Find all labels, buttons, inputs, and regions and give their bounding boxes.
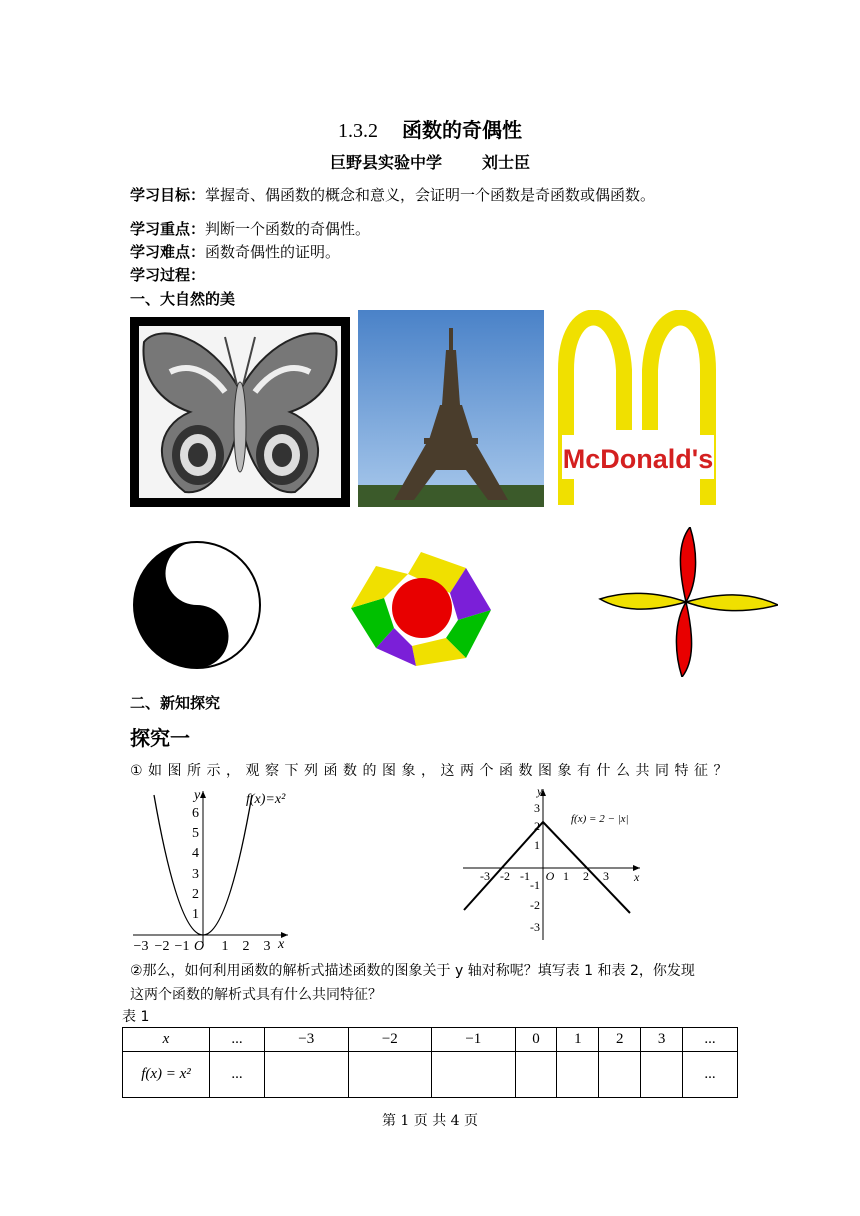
school-name: 巨野县实验中学: [329, 153, 442, 172]
difficulty-text: 函数奇偶性的证明。: [205, 243, 341, 261]
x-tick: −3: [133, 939, 149, 954]
table-cell: ...: [683, 1028, 738, 1052]
y-axis-label: y: [537, 785, 543, 798]
y-tick: 5: [192, 826, 199, 841]
x-axis-label: x: [278, 937, 285, 952]
table-cell: ...: [210, 1028, 265, 1052]
x-tick: -3: [480, 869, 490, 883]
function-label: f(x) = 2 − |x|: [571, 813, 629, 825]
x-tick: -1: [520, 869, 530, 883]
goal-label: 学习目标：: [130, 186, 206, 204]
x-tick: O: [193, 939, 205, 954]
table-cell: 3: [641, 1028, 683, 1052]
table-cell: ...: [683, 1052, 738, 1098]
learning-process: [130, 264, 205, 285]
page-title: [0, 114, 860, 143]
table-cell: 1: [557, 1028, 599, 1052]
focus-text: 判断一个函数的奇偶性。: [205, 220, 371, 238]
x-tick: −1: [174, 939, 190, 954]
absolute-value-graph: [458, 785, 648, 945]
x-tick: 1: [221, 939, 229, 954]
y-tick: -2: [530, 898, 540, 912]
x-tick: 3: [263, 939, 271, 954]
table-input-cell[interactable]: [515, 1052, 557, 1098]
author-name: 刘士臣: [482, 153, 531, 172]
y-axis-label: y: [194, 788, 201, 803]
table-cell: 2: [599, 1028, 641, 1052]
subtitle: [0, 150, 860, 173]
function-label: f(x)=x²: [246, 792, 286, 807]
y-tick: 1: [192, 907, 199, 922]
y-tick: 6: [192, 806, 199, 821]
goal-text: 掌握奇、偶函数的概念和意义，会证明一个函数是奇函数或偶函数。: [205, 186, 656, 204]
table-input-cell[interactable]: [348, 1052, 432, 1098]
table-input-cell[interactable]: [432, 1052, 516, 1098]
colored-pinwheel-image: [346, 548, 496, 673]
table-input-cell[interactable]: [557, 1052, 599, 1098]
question-one: ①如图所示，观察下列函数的图象，这两个函数图象有什么共同特征？: [130, 763, 734, 779]
y-tick-labels: [192, 806, 199, 922]
table-label: 表 1: [122, 1009, 150, 1025]
title-text: 函数的奇偶性: [402, 118, 522, 142]
page-footer: 第 1 页 共 4 页: [381, 1113, 479, 1129]
parabola-graph: [128, 785, 298, 955]
y-tick: 2: [534, 819, 540, 833]
x-tick: 1: [563, 869, 569, 883]
y-tick: 2: [192, 887, 199, 902]
value-table: [122, 1027, 738, 1098]
title-number: 1.3.2: [338, 120, 378, 142]
y-tick: 4: [192, 846, 199, 861]
table-row[interactable]: [123, 1052, 738, 1098]
x-tick: −2: [154, 939, 170, 954]
difficulty-label: 学习难点：: [130, 243, 206, 261]
x-tick: 2: [242, 939, 250, 954]
question-two-line-2: 这两个函数的解析式具有什么共同特征？: [130, 987, 382, 1003]
process-label: 学习过程：: [130, 266, 206, 284]
table-cell: −1: [432, 1028, 516, 1052]
x-tick: O: [545, 869, 555, 883]
learning-difficulty: [130, 241, 340, 262]
learning-focus: [130, 218, 370, 239]
x-tick: 2: [583, 869, 589, 883]
y-tick: 3: [192, 867, 199, 882]
mcdonalds-logo: [552, 310, 722, 507]
learning-goal: [130, 184, 655, 205]
section-heading-nature: 一、大自然的美: [130, 290, 236, 308]
explore-one-heading: 探究一: [130, 726, 190, 750]
section-heading-explore: 二、新知探究: [130, 694, 221, 712]
x-tick: 3: [603, 869, 609, 883]
y-tick: 3: [534, 801, 540, 815]
table-cell: f(x) = x²: [123, 1052, 210, 1098]
table-cell: 0: [515, 1028, 557, 1052]
table-input-cell[interactable]: [265, 1052, 349, 1098]
table-cell: −3: [265, 1028, 349, 1052]
y-tick: 1: [534, 838, 540, 852]
y-tick: -1: [530, 878, 540, 892]
x-axis-label: x: [634, 870, 640, 884]
x-tick-labels: [134, 939, 271, 954]
yin-yang-image: [132, 540, 262, 670]
butterfly-image: [130, 317, 350, 507]
table-input-cell[interactable]: [641, 1052, 683, 1098]
x-tick: -2: [500, 869, 510, 883]
table-row: [123, 1028, 738, 1052]
focus-label: 学习重点：: [130, 220, 206, 238]
question-two-line-1: ②那么，如何利用函数的解析式描述函数的图象关于 y 轴对称呢？填写表 1 和表 2，你发现: [130, 963, 695, 979]
propeller-image: [598, 527, 778, 677]
eiffel-tower-image: [358, 310, 544, 507]
y-tick: -3: [530, 920, 540, 934]
table-cell: x: [123, 1028, 210, 1052]
table-cell: ...: [210, 1052, 265, 1098]
table-cell: −2: [348, 1028, 432, 1052]
table-input-cell[interactable]: [599, 1052, 641, 1098]
mcdonalds-text: McDonald's: [562, 444, 714, 474]
